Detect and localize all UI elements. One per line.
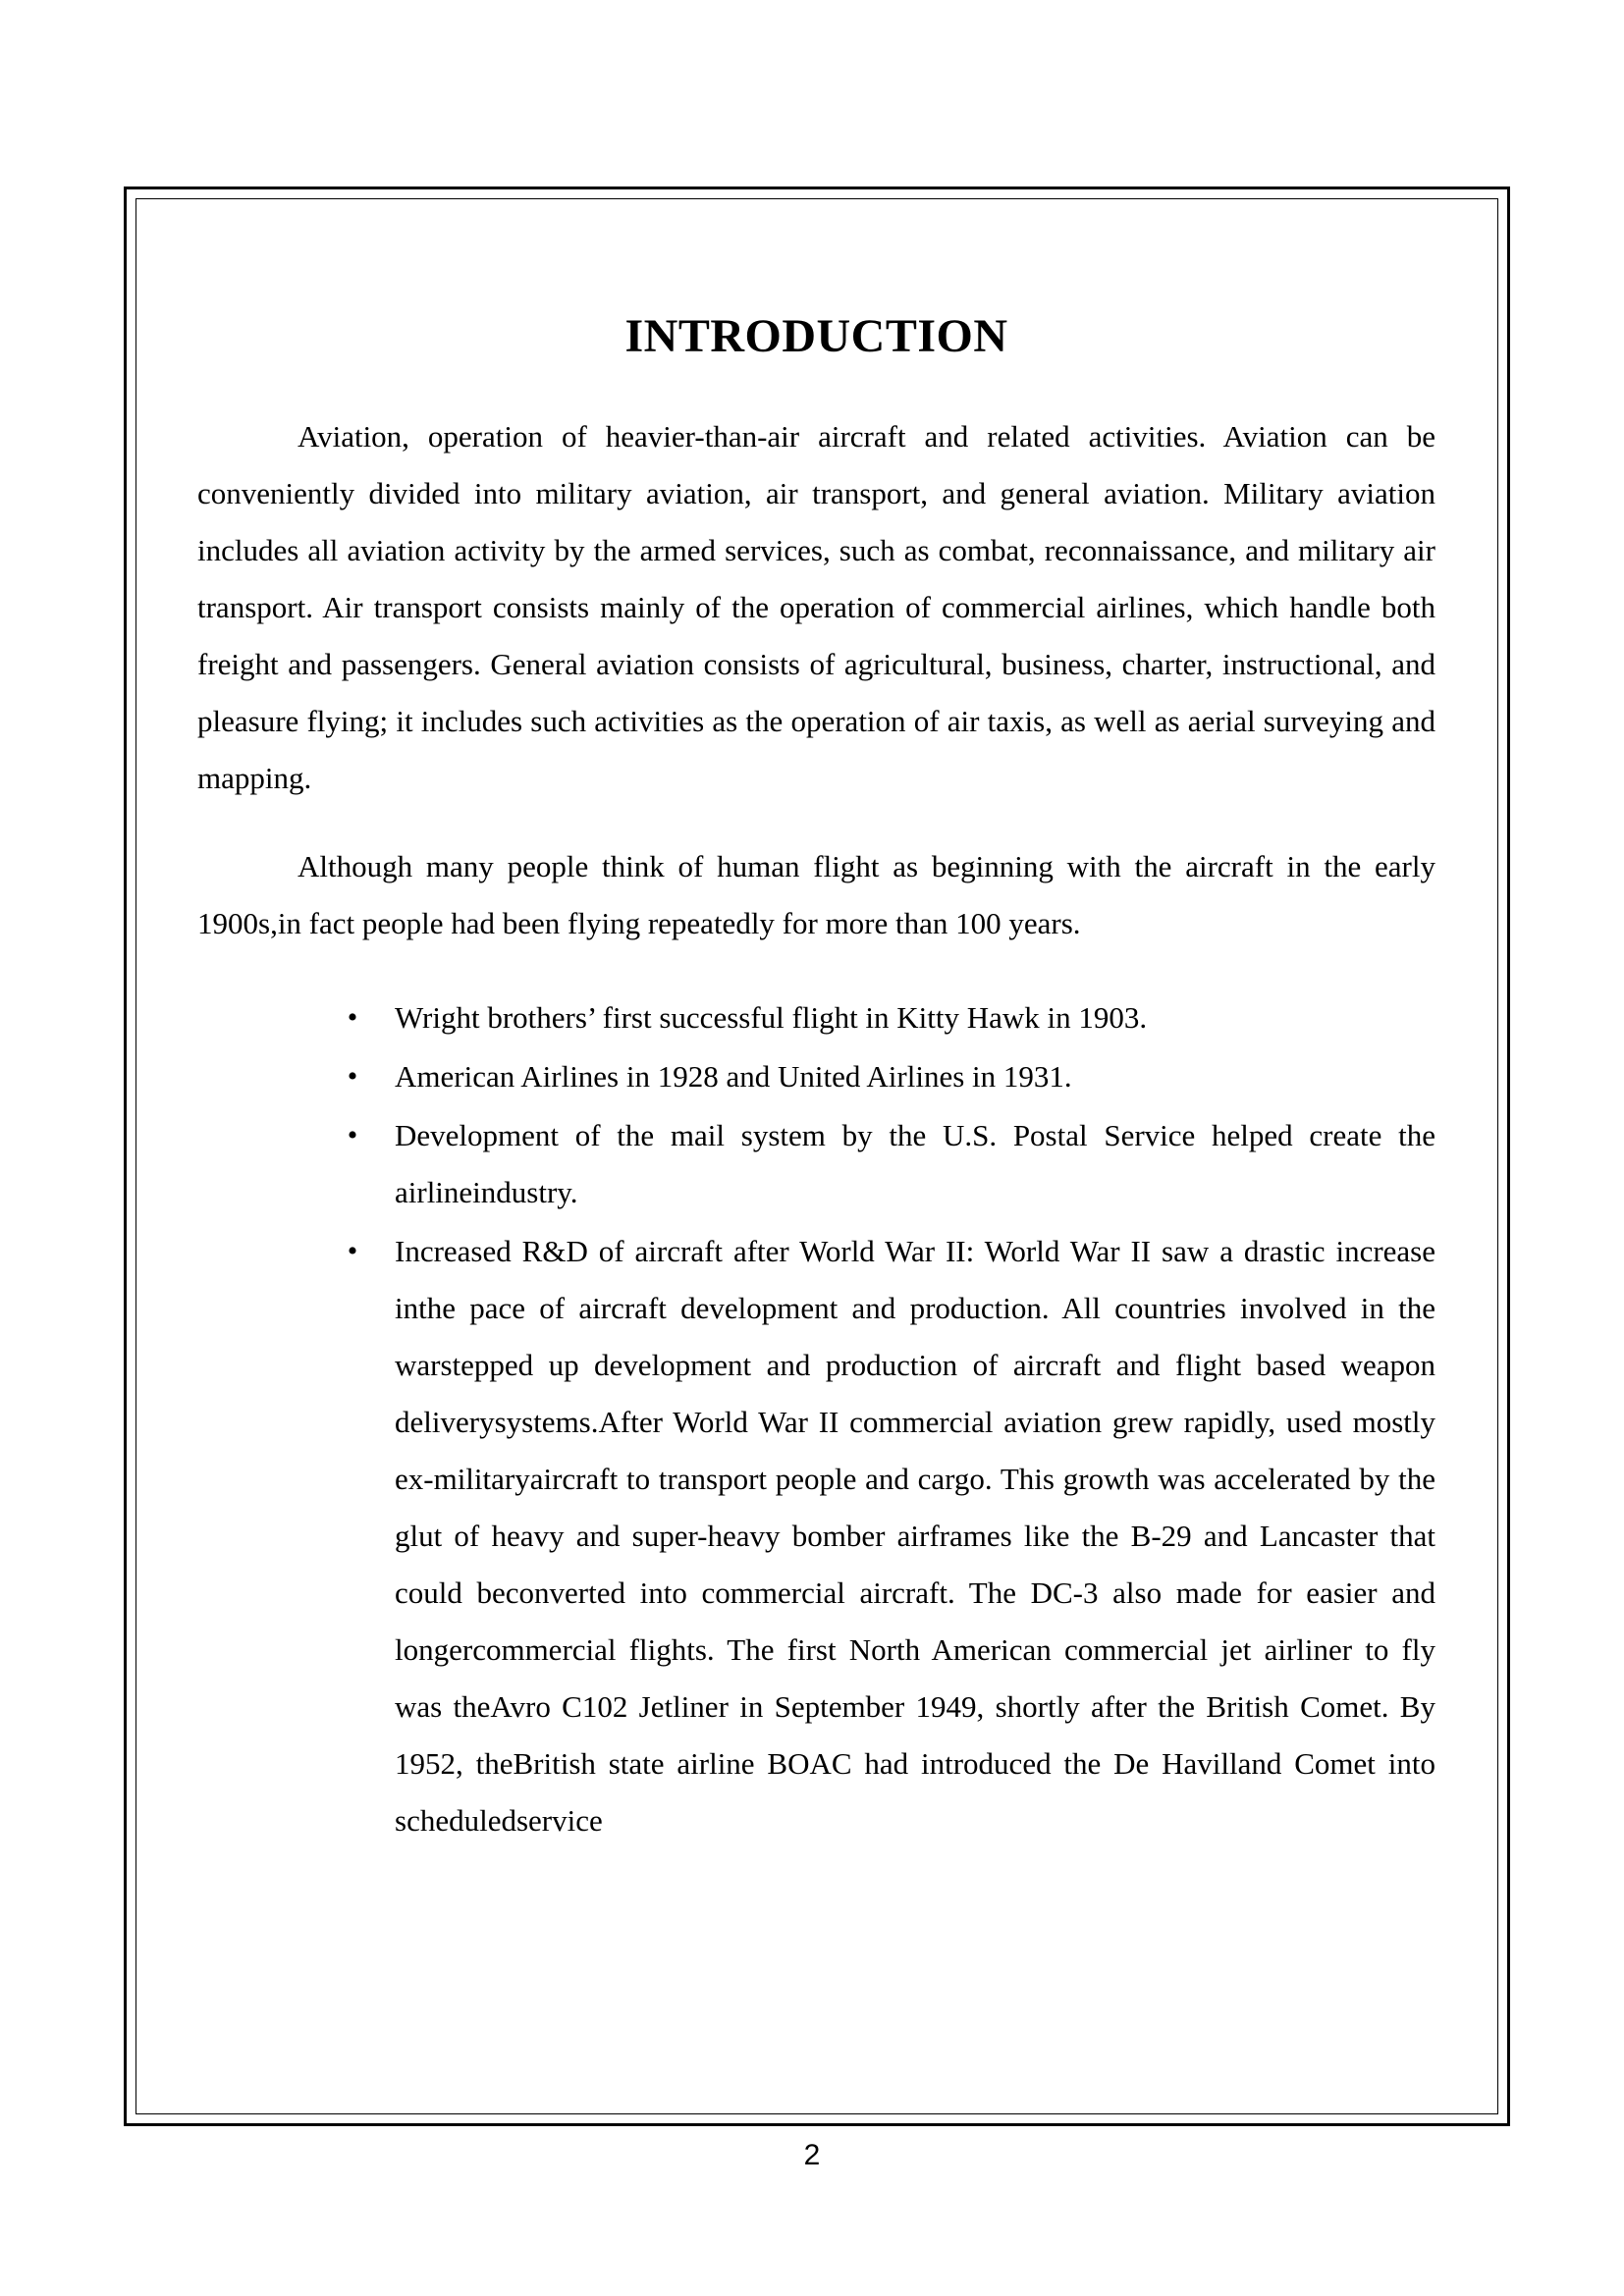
document-title: INTRODUCTION: [624, 310, 1008, 362]
bullet-icon: •: [347, 1060, 358, 1093]
list-item: [347, 1048, 1435, 1105]
list-item: [347, 1223, 1435, 1849]
bullet-icon: •: [347, 1001, 358, 1034]
list-item: [347, 1107, 1435, 1221]
list-item-text: Development of the mail system by the U.S. Postal Service helped create the airlineindustry.: [395, 1118, 1435, 1209]
document-body: [197, 308, 1435, 1851]
milestone-list: [197, 989, 1435, 1849]
bullet-icon: •: [347, 1235, 358, 1267]
intro-paragraph: Aviation, operation of heavier-than-air aircraft and related activities. Aviation can be conveniently divided into military aviation, air transport, and general aviation. Military aviation includes all aviation activity by the armed services, such as combat, reconnaissance, and military air transport. Air transport consists mainly of the operation of commercial airlines, which handle both freight and passengers. General aviation consists of agricultural, business, charter, instructional, and pleasure flying; it includes such activities as the operation of air taxis, as well as aerial surveying and mapping.: [197, 419, 1435, 795]
list-item-text: Increased R&D of aircraft after World War II: World War II saw a drastic increase inthe pace of aircraft development and production. All countries involved in the warstepped up development and production of aircraft and flight based weapon deliverysystems.After World War II commercial aviation grew rapidly, used mostly ex-militaryaircraft to transport people and cargo. This growth was accelerated by the glut of heavy and super-heavy bomber airframes like the B-29 and Lancaster that could beconverted into commercial aircraft. The DC-3 also made for easier and longercommercial flights. The first North American commercial jet airliner to fly was theAvro C102 Jetliner in September 1949, shortly after the British Comet. By 1952, theBritish state airline BOAC had introduced the De Havilland Comet into scheduledservice: [395, 1234, 1435, 1838]
list-item-text: Wright brothers’ first successful flight in Kitty Hawk in 1903.: [395, 1000, 1148, 1035]
bullet-icon: •: [347, 1119, 358, 1151]
history-paragraph: Although many people think of human flight as beginning with the aircraft in the early 1900s,in fact people had been flying repeatedly for more than 100 years.: [197, 849, 1435, 940]
list-item-text: American Airlines in 1928 and United Airlines in 1931.: [395, 1059, 1072, 1094]
list-item: [347, 989, 1435, 1046]
page-number: 2: [803, 2139, 821, 2171]
